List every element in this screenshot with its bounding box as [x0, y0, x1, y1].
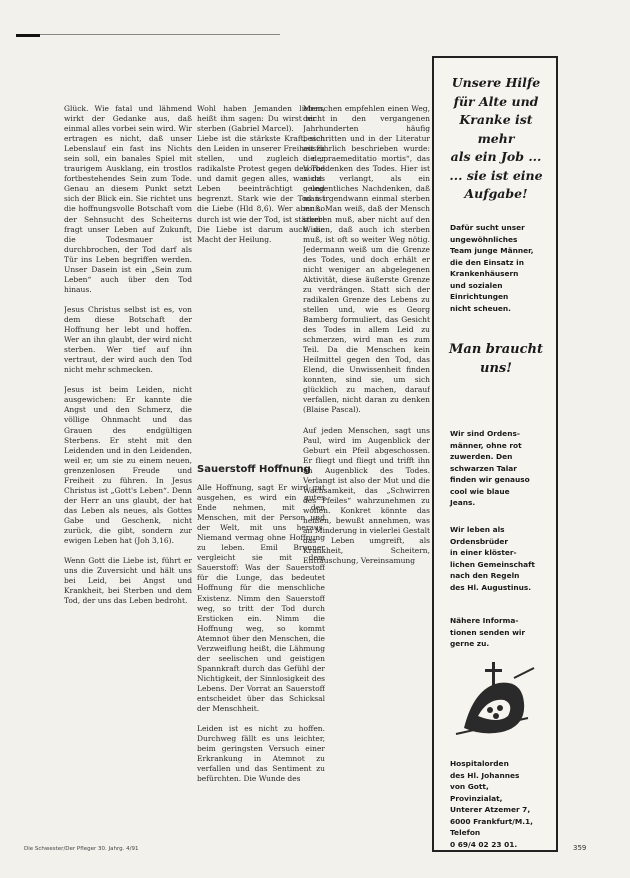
top-rule [40, 34, 280, 35]
section-heading: Sauerstoff Hoffnung [197, 464, 311, 475]
ad-paragraph-info: Nähere Informa- tionen senden wir gerne zu. [450, 616, 526, 648]
scan-edge-mark [16, 34, 40, 37]
advertisement-box [432, 56, 558, 852]
ad-paragraph-identity: Wir sind Ordens- männer, ohne rot zuwerden. Den schwarzen Talar finden wir genauso cool wie blaue Jeans. [450, 429, 530, 507]
article-column-3: Menschen empfehlen einen Weg, der in den vergangenen Jahrhunderten häufig beschritten und in der Literatur ausführlich beschrieben wurde: die „praemeditatio mortis“, das Vorbedenken des Todes. Hier ist nicht verlangt, als ein gelegentliches Nachdenken, daß man irgendwann einmal sterben muß. Man weiß, daß der Mensch sterben muß, aber nicht auf den Wissen, daß auch ich sterben muß, ist oft so weiter Weg nötig. Jedermann weiß um die Grenze des Todes, und doch erhält er nicht weniger an abgelegenen Aktivität, diese äußerste Grenze zu verdrängen. Statt sich der radikalen Grenze des Lebens zu stellen und, wie es Georg Bamberg formuliert, das Gesicht des Todes in allem Leid zu schmerzen, wird man es zum Teil. Da die Menschen kein Heilmittel gegen den Tod, das Elend, die Unwissenheit finden konnten, sind sie, um sich glücklich zu machen, darauf verfallen, nicht daran zu denken (Blaise Pascal). Auf jeden Menschen, sagt uns Paul, wird im Augenblick der Geburt ein Pfeil abgeschossen. Er fliegt und fliegt und trifft ihn im Augenblick des Todes. Verlangt ist also der Mut und die Wachsamkeit, das „Schwirren des Pfeiles“ wahrzunehmen zu wollen. Konkret könnte das heißen, bewußt annehmen, was an Minderung in vielerlei Gestalt das Leben umgreift, als Krankheit, Scheitern, Enttäuschung, Vereinsamung [303, 104, 430, 566]
footer-citation: Die Schwester/Der Pfleger 30. Jahrg. 4/91 [24, 846, 139, 852]
ad-contact-address: Hospitalorden des Hl. Johannes von Gott, Provinzialat, Unterer Atzemer 7, 6000 Frankfurt/M.1, Telefon 0 69/4 02 23 01. [450, 759, 533, 849]
ad-paragraph-recruit: Dafür sucht unser ungewöhnliches Team junge Männer, die den Einsatz in Krankenhäusern und sozialen Einrichtungen nicht scheuen. [450, 223, 534, 313]
order-logo-icon [444, 658, 538, 742]
article-column-2-lower: Alle Hoffnung, sagt Er wird gut ausgehen, es wird ein gutes Ende nehmen, mit den Menschen, mit der Person und der Welt, mit uns heraus. Niemand vermag ohne Hoffnung zu leben. Emil Brunner vergleicht sie mit dem Sauerstoff: Was der Sauerstoff für die Lunge, das bedeutet Hoffnung für die menschliche Existenz. Nimm den Sauerstoff weg, so tritt der Tod durch Ersticken ein. Nimm die Hoffnung weg, so kommt Atemnot über den Menschen, die Verzweiflung heißt, die Lähmung der seelischen und geistigen Spannkraft durch das Gefühl der Nichtigkeit, der Sinnlosigkeit des Lebens. Der Vorrat an Sauerstoff entscheidet über das Schicksal der Menschheit. Leiden ist es nicht zu hoffen. Durchweg fällt es uns leichter, beim geringsten Versuch einer Erkrankung in Atemnot zu verfallen und das Sentiment zu befürchten. Die Wunde des [197, 483, 325, 784]
page-number: 359 [573, 844, 587, 852]
ad-headline: Unsere Hilfe für Alte und Kranke ist mehr als ein Job ... ... sie ist eine Aufgabe! [449, 75, 543, 201]
ad-paragraph-community: Wir leben als Ordensbrüder in einer klöster- lichen Gemeinschaft nach den Regeln des Hl. Augustinus. [450, 525, 535, 592]
article-column-1: Glück. Wie fatal und lähmend wirkt der Gedanke aus, daß einmal alles vorbei sein wird. Wir ertragen es nicht, daß unser Lebenslauf ein fast ins Nichts sein soll, ein banales Spiel mit traurigem Ausklang, ein trostlos fortbestehendes Sein zum Tode. Genau an diesem Punkt setzt sich der Blick ein. Sie richtet uns die hoffnungsvolle Botschaft vom der Sehnsucht des Scheiterns fragt unser Leben auf Zukunft, die Todesmauer ist durchbrochen, der Tod darf als Tür ins Leben begriffen werden. Unser Dasein ist ein „Sein zum Leben“ auch über den Tod hinaus. Jesus Christus selbst ist es, von dem diese Botschaft der Hoffnung her lebt und hoffen. Wer an ihn glaubt, der wird nicht sterben. Wer tief auf ihn vertraut, der wird auch den Tod nicht mehr schmecken. Jesus ist beim Leiden, nicht ausgewichen: Er kannte die Angst und den Schmerz, die völlige Ohnmacht und das Grauen des endgültigen Sterbens. Er steht mit den Leidenden und in den Leidenden, weil er, um sie zu einem neuen, grenzenlosen Freude und Freiheit zu führen. In Jesus Christus ist „Gott's Leben“. Denn der Herr an uns glaubt, der hat das Leben als neues, als Gottes Gabe und Geschenk, nicht zurück, die gibt, sondern zur ewigen Leben hat (Joh 3,16). Wenn Gott die Liebe ist, führt er uns die Zuversicht und hält uns bei Leid, bei Angst und Krankheit, bei Sterben und dem Tod, der uns das Leben bedroht. [64, 104, 192, 606]
ad-slogan: Man braucht uns! [449, 342, 543, 376]
article-column-2: Wohl haben Jemanden lieben, heißt ihm sagen: Du wirst nicht sterben (Gabriel Marcel). Liebe ist die stärkste Kraft, sich den Leiden in unserer Freiheit zu stellen, und zugleich der radikalste Protest gegen den Tod und damit gegen alles, was das Leben beeinträchtigt und begrenzt. Stark wie der Tod ist die Liebe (Hld 8,6). Wer aber so durch ist wie der Tod, ist stärker! Die Liebe ist darum auch die Macht der Heilung. [197, 104, 325, 244]
